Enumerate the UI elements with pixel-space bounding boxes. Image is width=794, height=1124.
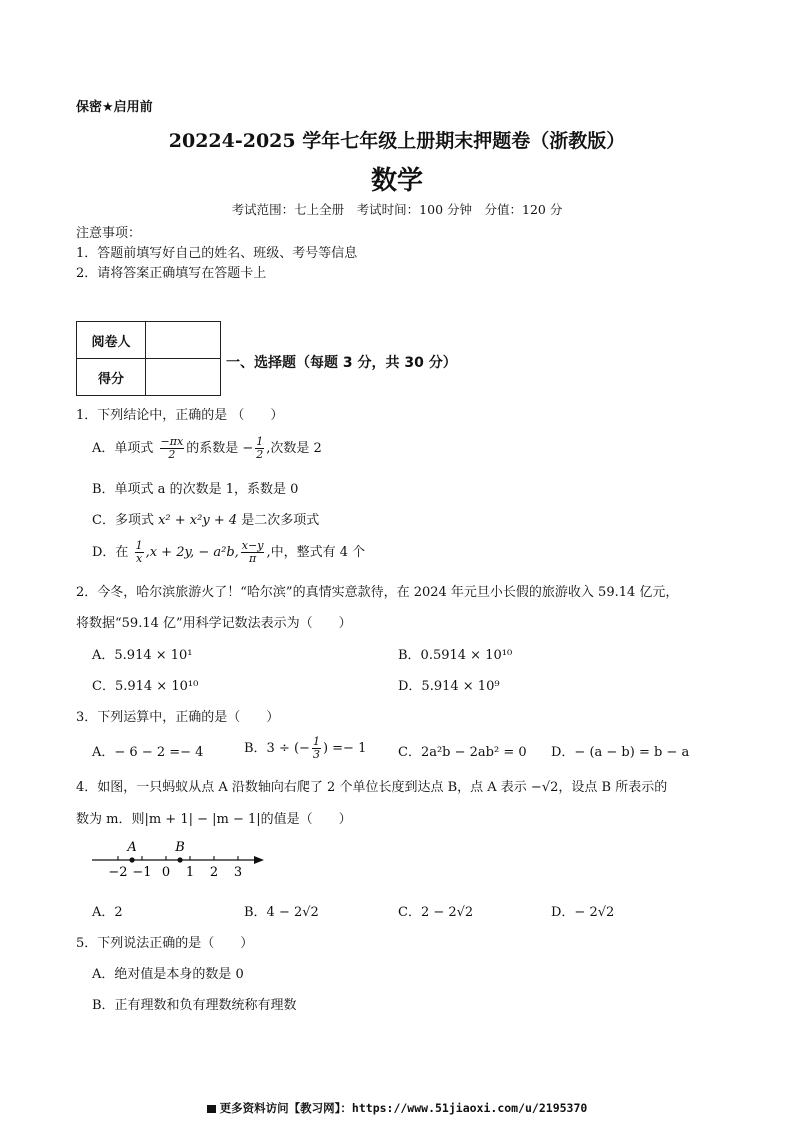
axis-tick-label: 2 bbox=[209, 865, 219, 880]
question-4-option-a: A．2 bbox=[92, 905, 123, 920]
fraction-numerator: 1 bbox=[135, 539, 143, 552]
question-3-option-b bbox=[244, 736, 366, 761]
option-text: ,中，整式有 4 个 bbox=[266, 545, 366, 560]
question-2-option-d: D．5.914 × 10⁹ bbox=[398, 679, 500, 694]
question-4-stem-line2: 数为 m．则|m + 1| − |m − 1|的值是（ ） bbox=[76, 812, 352, 827]
question-1-option-a bbox=[92, 436, 322, 461]
question-2-option-b: B．0.5914 × 10¹⁰ bbox=[398, 648, 513, 663]
question-2-stem-line2: 将数据“59.14 亿”用科学记数法表示为（ ） bbox=[76, 616, 352, 631]
question-4-option-b: B．4 − 2√2 bbox=[244, 905, 319, 920]
score-label: 得分 bbox=[77, 359, 146, 396]
question-5-stem: 5．下列说法正确的是（ ） bbox=[76, 936, 254, 951]
question-3-option-d: D．− (a − b) = b − a bbox=[551, 745, 690, 760]
option-text: 的系数是 − bbox=[186, 441, 254, 456]
fraction-denominator: π bbox=[249, 552, 257, 565]
question-5-option-a: A．绝对值是本身的数是 0 bbox=[92, 967, 244, 982]
notice-item: 2．请将答案正确填写在答题卡上 bbox=[76, 266, 267, 281]
math-expression: ,x + 2y, − a²b, bbox=[145, 545, 239, 560]
subject-title: 数学 bbox=[370, 166, 423, 196]
exam-info: 考试范围：七上全册 考试时间：100 分钟 分值：120 分 bbox=[231, 202, 563, 217]
option-text: B．3 ÷ (− bbox=[244, 741, 310, 756]
fraction bbox=[241, 540, 265, 565]
score-cell bbox=[146, 359, 221, 396]
footer-text: 更多资料访问【教习网】：https://www.51jiaoxi.com/u/2195370 bbox=[219, 1101, 588, 1115]
reviewer-label: 阅卷人 bbox=[77, 322, 146, 359]
question-3-option-a: A．− 6 − 2 =− 4 bbox=[92, 745, 204, 760]
fraction-denominator: 2 bbox=[256, 448, 264, 461]
question-1-option-b: B．单项式 a 的次数是 1，系数是 0 bbox=[92, 482, 299, 497]
fraction bbox=[312, 736, 321, 761]
footer-link[interactable] bbox=[0, 1100, 794, 1116]
axis-tick-label: 0 bbox=[161, 865, 171, 880]
fraction-numerator: −πx bbox=[160, 435, 184, 448]
question-4-stem-line1: 4．如图，一只蚂蚁从点 A 沿数轴向右爬了 2 个单位长度到达点 B，点 A 表示 −√2，设点 B 所表示的 bbox=[76, 780, 668, 795]
question-1-option-c bbox=[92, 509, 319, 528]
option-text: ) =− 1 bbox=[322, 741, 367, 756]
question-4-option-d: D．− 2√2 bbox=[551, 905, 615, 920]
option-text: C．多项式 bbox=[92, 513, 154, 528]
question-2-option-a: A．5.914 × 10¹ bbox=[92, 648, 193, 663]
question-2-stem-line1: 2．今冬，哈尔滨旅游火了！“哈尔滨”的真情实意款待，在 2024 年元旦小长假的旅游收入 59.14 亿元， bbox=[76, 585, 679, 600]
point-b-label: B bbox=[175, 840, 185, 855]
fraction bbox=[255, 436, 264, 461]
fraction-denominator: 2 bbox=[168, 448, 176, 461]
question-2-option-c: C．5.914 × 10¹⁰ bbox=[92, 679, 199, 694]
section-heading: 一、选择题（每题 3 分，共 30 分） bbox=[226, 355, 457, 371]
axis-tick-label: −1 bbox=[132, 865, 152, 880]
point-a-label: A bbox=[127, 840, 137, 855]
axis-arrow-icon bbox=[254, 856, 264, 864]
axis-tick-label: 3 bbox=[233, 865, 243, 880]
option-text: D．在 bbox=[92, 545, 129, 560]
notice-item: 1．答题前填写好自己的姓名、班级、考号等信息 bbox=[76, 246, 358, 261]
notice-heading: 注意事项： bbox=[76, 226, 142, 241]
point-a-dot bbox=[129, 857, 134, 862]
fraction-numerator: 1 bbox=[256, 435, 264, 448]
reviewer-cell bbox=[146, 322, 221, 359]
question-1-option-d bbox=[92, 540, 365, 565]
question-3-stem: 3．下列运算中，正确的是（ ） bbox=[76, 710, 280, 725]
question-1-stem: 1．下列结论中，正确的是 （ ） bbox=[76, 408, 284, 423]
math-expression: x² + x²y + 4 bbox=[158, 513, 238, 528]
question-5-option-b: B．正有理数和负有理数统称有理数 bbox=[92, 998, 297, 1013]
fraction bbox=[135, 540, 144, 565]
option-text: A．单项式 bbox=[92, 441, 154, 456]
axis-tick-label: −2 bbox=[108, 865, 128, 880]
fraction-denominator: 3 bbox=[312, 748, 320, 761]
fraction bbox=[160, 436, 185, 461]
number-line bbox=[88, 836, 278, 882]
axis-tick-label: 1 bbox=[185, 865, 195, 880]
option-text: ,次数是 2 bbox=[266, 441, 322, 456]
question-3-option-c: C．2a²b − 2ab² = 0 bbox=[398, 745, 527, 760]
point-b-dot bbox=[177, 857, 182, 862]
fraction-numerator: x−y bbox=[241, 539, 264, 552]
question-4-option-c: C．2 − 2√2 bbox=[398, 905, 474, 920]
fraction-denominator: x bbox=[135, 552, 143, 565]
fraction-numerator: 1 bbox=[312, 735, 320, 748]
option-text: 是二次多项式 bbox=[241, 513, 320, 528]
score-table bbox=[76, 321, 221, 396]
confidential-label: 保密★启用前 bbox=[76, 100, 153, 115]
exam-title: 20224-2025 学年七年级上册期末押题卷（浙教版） bbox=[168, 130, 626, 152]
flag-icon bbox=[207, 1105, 216, 1113]
